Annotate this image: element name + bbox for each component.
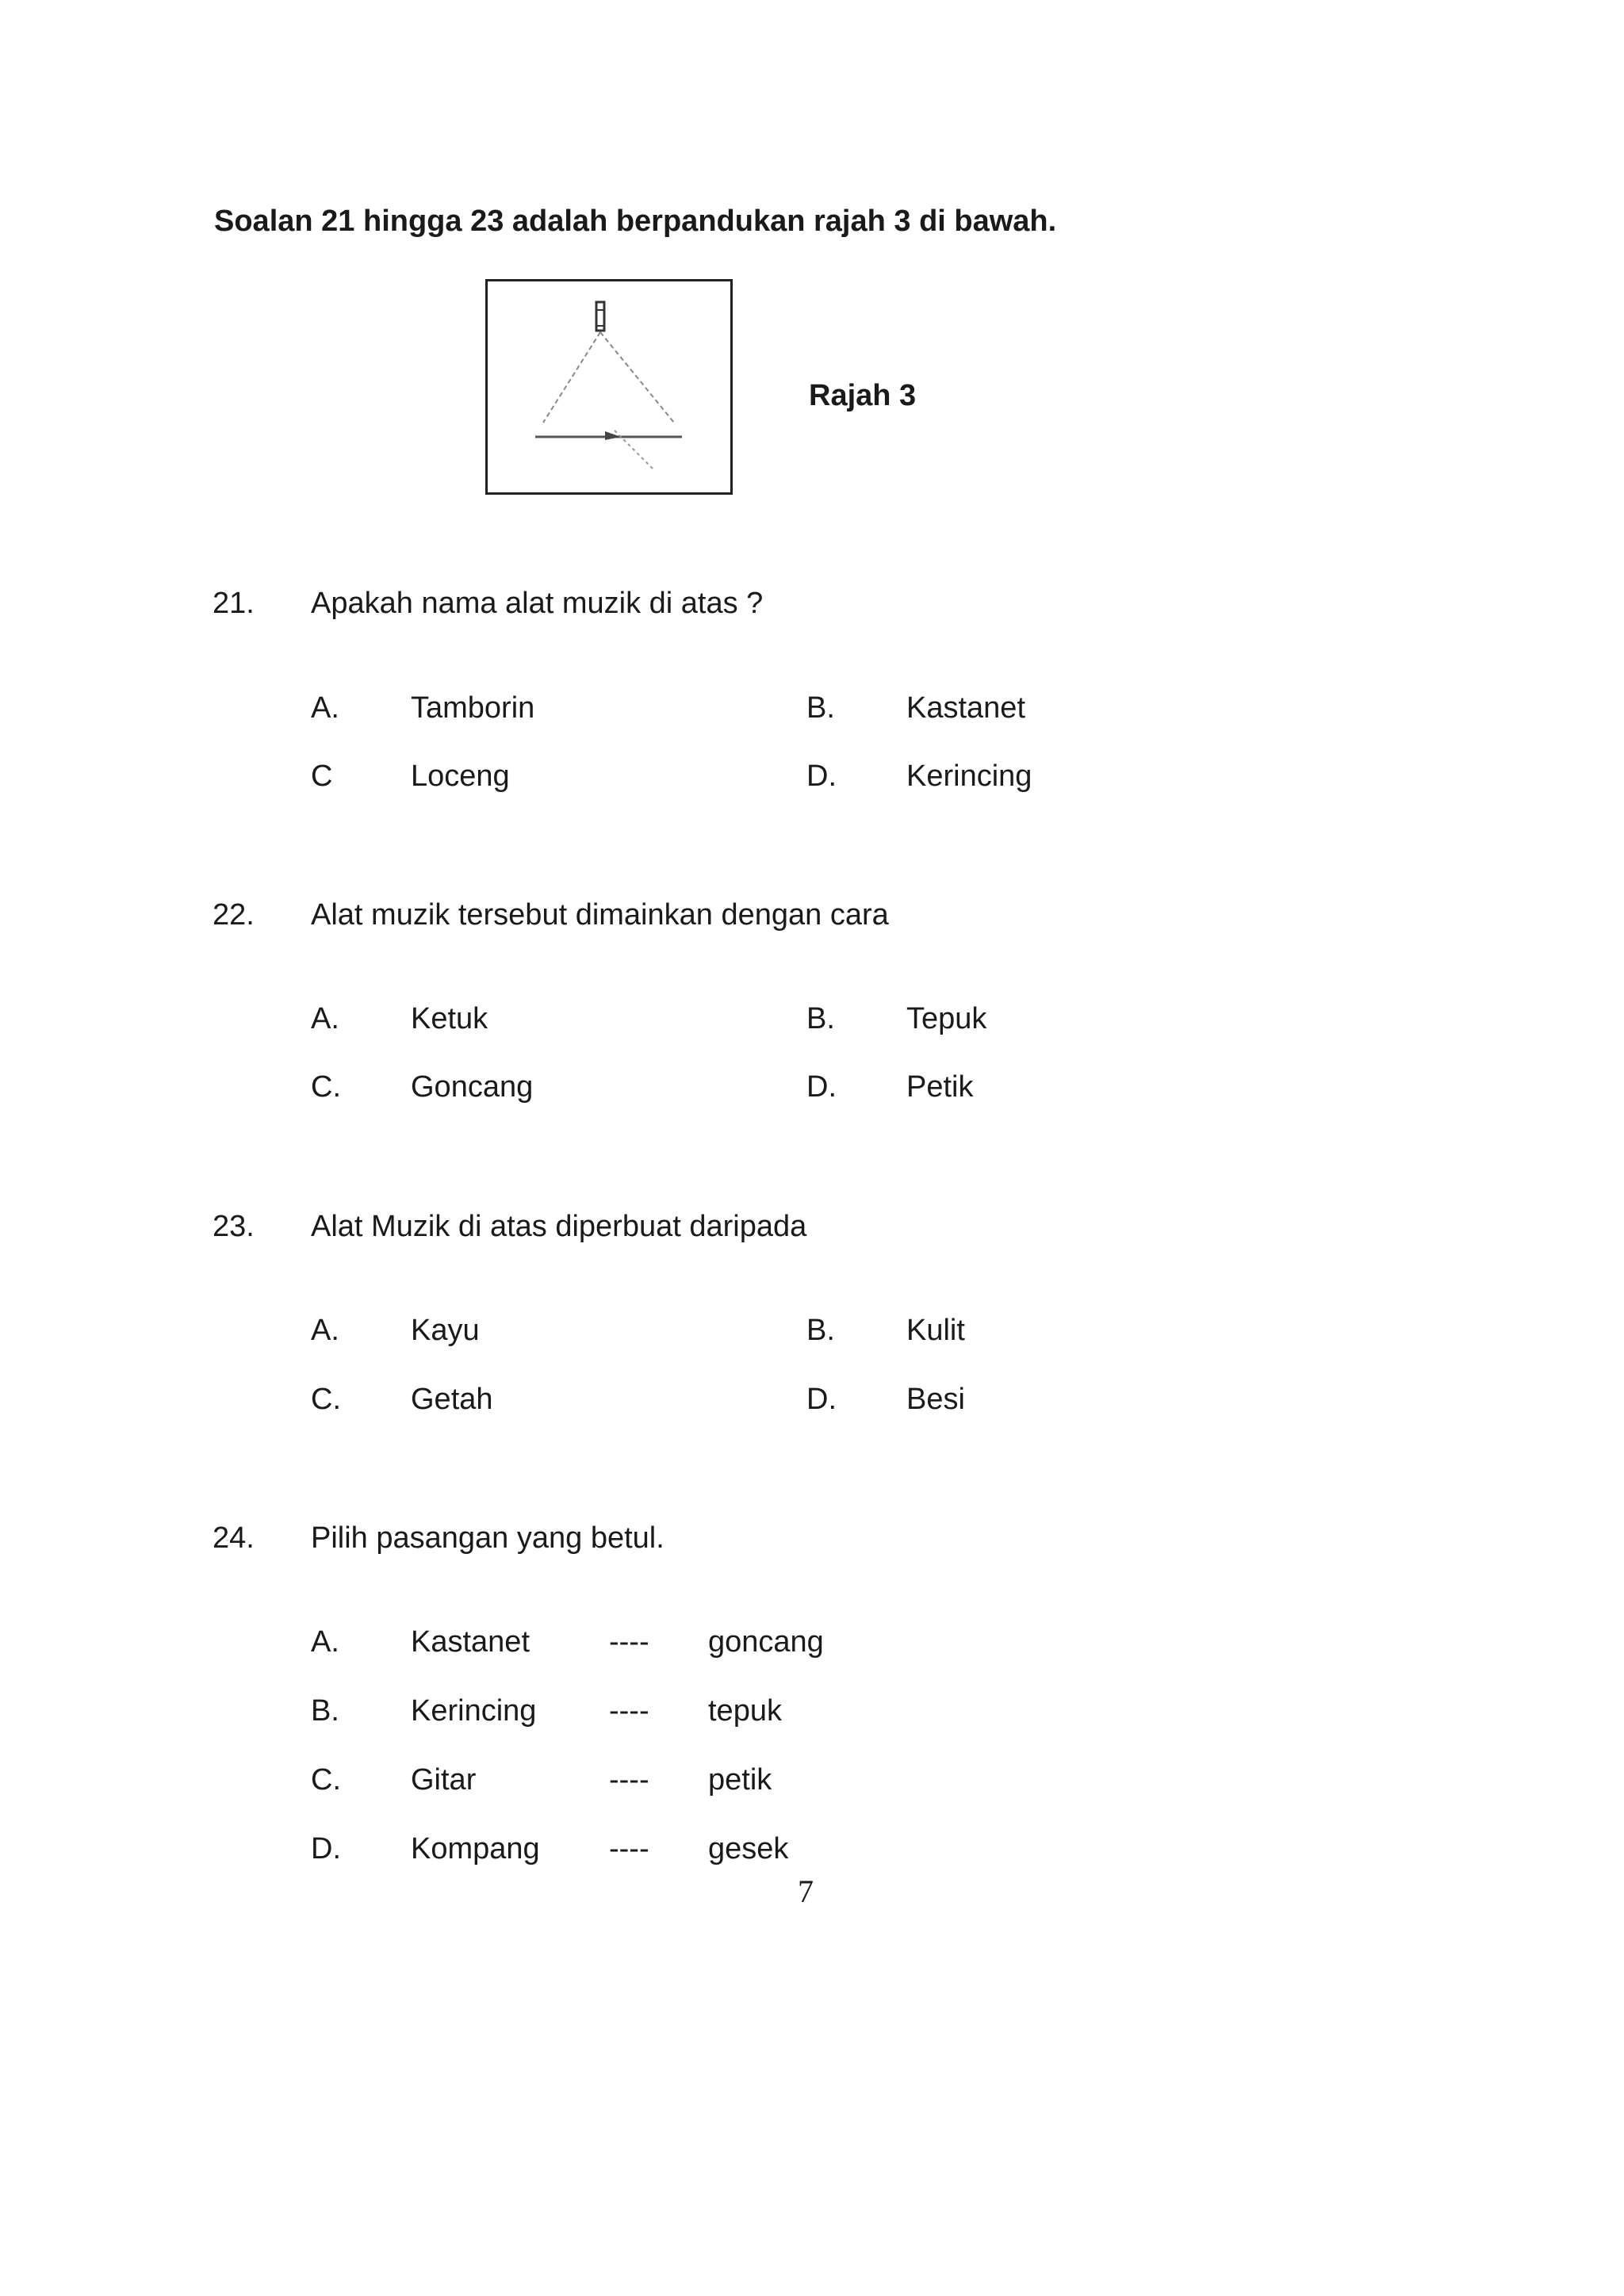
pair-instrument: Kerincing: [411, 1694, 537, 1728]
option-text: Kayu: [411, 1314, 480, 1347]
option-text: Besi: [906, 1383, 965, 1416]
option-text: Ketuk: [411, 1002, 488, 1035]
pair-instrument: Kastanet: [411, 1625, 530, 1659]
question-text: Alat Muzik di atas diperbuat daripada: [311, 1210, 807, 1243]
option-letter: B.: [806, 1002, 835, 1035]
question-number: 21.: [213, 587, 255, 620]
option-text: Kulit: [906, 1314, 965, 1347]
question-text: Pilih pasangan yang betul.: [311, 1521, 665, 1555]
figure-label: Rajah 3: [809, 379, 917, 412]
page-number: 7: [798, 1873, 814, 1909]
option-letter: B.: [806, 691, 835, 725]
option-text: Kastanet: [906, 691, 1025, 725]
option-text: Tamborin: [411, 691, 535, 725]
pair-separator: ----: [609, 1832, 649, 1866]
option-letter: D.: [806, 1070, 837, 1104]
pair-method: goncang: [708, 1625, 824, 1659]
option-letter: B.: [806, 1314, 835, 1347]
option-text: Petik: [906, 1070, 974, 1104]
question-text: Alat muzik tersebut dimainkan dengan cara: [311, 898, 889, 932]
pair-separator: ----: [609, 1625, 649, 1659]
option-letter: D.: [806, 760, 837, 793]
pair-instrument: Gitar: [411, 1763, 477, 1797]
pair-separator: ----: [609, 1694, 649, 1728]
option-letter: A.: [311, 1002, 339, 1035]
option-letter: B.: [311, 1694, 339, 1728]
option-letter: A.: [311, 691, 339, 725]
option-letter: C: [311, 760, 333, 793]
pair-method: gesek: [708, 1832, 789, 1866]
question-number: 24.: [213, 1521, 255, 1555]
pair-method: tepuk: [708, 1694, 782, 1728]
figure-frame: [485, 279, 733, 495]
option-letter: A.: [311, 1314, 339, 1347]
question-number: 23.: [213, 1210, 255, 1243]
question-number: 22.: [213, 898, 255, 932]
pair-separator: ----: [609, 1763, 649, 1797]
option-letter: D.: [806, 1383, 837, 1416]
triangle-instrument-icon: [488, 281, 730, 492]
option-text: Loceng: [411, 760, 510, 793]
option-letter: D.: [311, 1832, 341, 1866]
pair-instrument: Kompang: [411, 1832, 540, 1866]
option-text: Goncang: [411, 1070, 534, 1104]
option-text: Tepuk: [906, 1002, 987, 1035]
option-text: Kerincing: [906, 760, 1032, 793]
question-text: Apakah nama alat muzik di atas ?: [311, 587, 764, 620]
section-instruction: Soalan 21 hingga 23 adalah berpandukan rajah 3 di bawah.: [214, 205, 1057, 238]
option-letter: C.: [311, 1070, 341, 1104]
option-letter: C.: [311, 1763, 341, 1797]
pair-method: petik: [708, 1763, 772, 1797]
option-letter: A.: [311, 1625, 339, 1659]
option-text: Getah: [411, 1383, 493, 1416]
option-letter: C.: [311, 1383, 341, 1416]
